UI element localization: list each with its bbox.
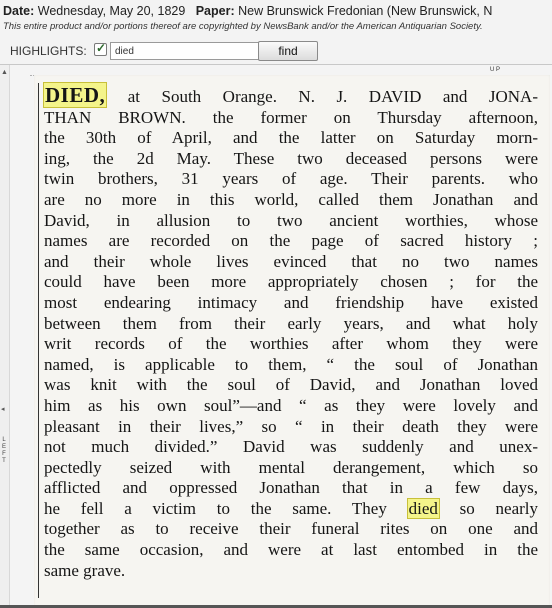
article-line-text: so nearly: [438, 498, 538, 518]
article-line: [44, 396, 538, 417]
date-value: Wednesday, May 20, 1829: [37, 4, 186, 18]
header-info-line: [3, 4, 492, 18]
article-line: [44, 334, 538, 355]
article-line: [44, 540, 538, 561]
up-arrow-icon[interactable]: ▲: [1, 69, 8, 76]
article-line: [44, 149, 538, 170]
nav-up-label[interactable]: U P: [490, 67, 501, 73]
article-line: [44, 128, 538, 149]
article-line-text: he fell a victim to the same. They: [44, 498, 408, 518]
article-line-text: was knit with the soul of David, and Jonathan loved: [44, 375, 538, 395]
highlighted-term: died: [408, 498, 438, 518]
article-line: [44, 108, 538, 129]
article-line-text: pectedly seized with mental derangement, which so: [44, 457, 538, 477]
article-line-text: named, is applicable to them, “ the soul of Jonathan: [44, 354, 538, 374]
article-line: [44, 561, 538, 582]
article-line: [44, 85, 538, 108]
article-line: [44, 211, 538, 232]
article-line-text: writ records of the worthies after whom they were: [44, 334, 538, 354]
find-button[interactable]: find: [258, 41, 318, 61]
article-line-text: and their whole lives evinced that no two names: [44, 251, 538, 271]
highlights-label: HIGHLIGHTS:: [10, 44, 87, 58]
newspaper-clipping: [34, 75, 550, 608]
article-line: [44, 375, 538, 396]
article-line-text: could have been more appropriately chosen ; for the: [44, 272, 538, 292]
date-label: Date:: [3, 4, 35, 18]
article-line: [44, 272, 538, 293]
copyright-notice: This entire product and/or portions thereof are copyrighted by NewsBank and/or the American Antiquarian Society.: [3, 21, 483, 32]
article-line-text: ing, the 2d May. These two deceased persons were: [44, 148, 538, 168]
article-line: [44, 169, 538, 190]
article-line: [44, 355, 538, 376]
article-line-text: THAN BROWN. the former on Thursday afternoon,: [44, 107, 538, 127]
highlights-checkbox[interactable]: [94, 43, 107, 56]
article-line: [44, 499, 538, 520]
article-line-text: most endearing intimacy and friendship have existed: [44, 292, 538, 312]
paper-value: New Brunswick Fredonian (New Brunswick, N: [238, 4, 493, 18]
paper-label: Paper:: [195, 4, 235, 18]
left-side-label[interactable]: L E F T: [1, 437, 6, 464]
article-line: [44, 231, 538, 252]
image-viewer[interactable]: [0, 65, 552, 608]
left-gutter: [0, 65, 10, 608]
article-line-text: together as to receive their funeral rites on one and: [44, 519, 538, 539]
article-line-text: the 30th of April, and the latter on Saturday morn-: [44, 128, 538, 148]
article-line-text: twin brothers, 31 years of age. Their parents. who: [44, 169, 538, 189]
article-header: [0, 0, 552, 37]
highlighted-term: DIED,: [45, 83, 106, 107]
highlights-toolbar: [0, 36, 552, 65]
article-line-text: afflicted and oppressed Jonathan that in a few days,: [44, 478, 538, 498]
article-line: [44, 417, 538, 438]
checkmark-icon: ✓: [96, 41, 107, 55]
article-line-text: David, in allusion to two ancient worthies, whose: [44, 210, 538, 230]
article-line-text: pleasant in their lives,” so “ in their death they were: [44, 416, 538, 436]
article-line: [44, 478, 538, 499]
article-line: [44, 519, 538, 540]
article-line-text: not much divided.” David was suddenly and unex-: [44, 437, 538, 457]
article-line-text: between them from their early years, and what holy: [44, 313, 538, 333]
article-line: [44, 190, 538, 211]
article-line: [44, 437, 538, 458]
article-line-text: him as his own soul”—and “ as they were lovely and: [44, 395, 538, 415]
article-line-text: at South Orange. N. J. DAVID and JONA-: [106, 87, 538, 106]
article-text: [44, 85, 538, 581]
article-line: [44, 252, 538, 273]
article-line-text: same grave.: [44, 560, 126, 580]
left-arrow-icon[interactable]: ◂: [1, 406, 5, 413]
highlights-input[interactable]: [110, 42, 260, 60]
article-line: [44, 458, 538, 479]
article-line-text: names are recorded on the page of sacred history ;: [44, 231, 538, 251]
article-line: [44, 314, 538, 335]
article-line-text: are no more in this world, called them Jonathan and: [44, 189, 538, 209]
column-rule: [38, 83, 39, 598]
article-line: [44, 293, 538, 314]
article-line-text: the same occasion, and were at last entombed in the: [44, 540, 538, 560]
